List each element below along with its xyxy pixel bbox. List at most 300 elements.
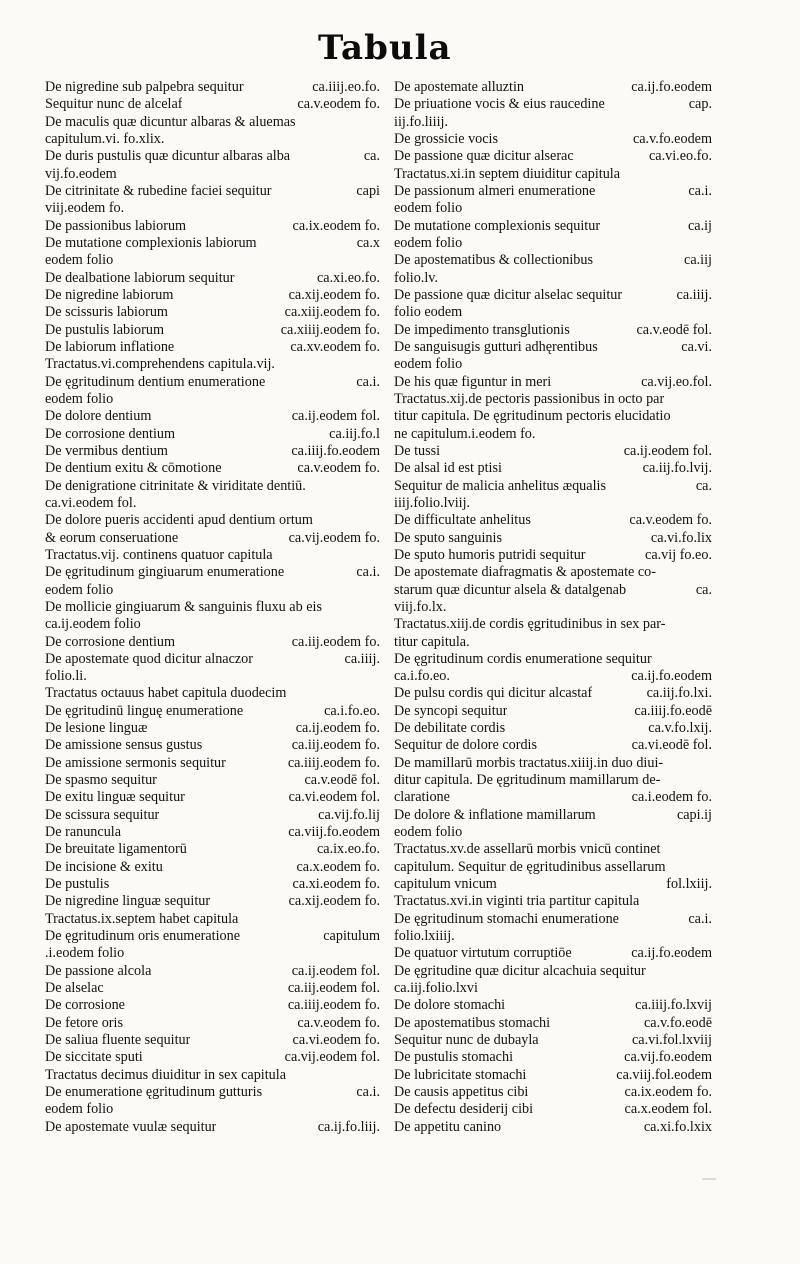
entry-text: Tractatus octauus habet capitula duodecim xyxy=(45,685,287,702)
entry-text: eodem folio xyxy=(45,390,114,407)
entry-text: ca.vi.eodem fol. xyxy=(45,494,137,511)
index-entry xyxy=(45,183,380,200)
index-entry xyxy=(45,616,380,633)
index-entry xyxy=(394,634,712,651)
entry-text: De apostemate diafragmatis & apostemate co- xyxy=(394,564,656,581)
entry-reference: ca.iiij.fo.eodem xyxy=(291,442,380,459)
entry-text: De passionum almeri enumeratione xyxy=(394,182,596,199)
entry-reference: ca.x.eodem fo. xyxy=(296,858,380,875)
index-entry xyxy=(45,79,380,96)
index-entry xyxy=(45,148,380,165)
index-entry xyxy=(45,634,380,651)
entry-text: De lesione linguæ xyxy=(45,720,148,737)
index-entry xyxy=(45,755,380,772)
index-entry xyxy=(45,530,380,547)
entry-reference: ca.ij.fo.liij. xyxy=(317,1118,380,1135)
entry-reference: ca.v.eodem fo. xyxy=(629,512,712,529)
entry-reference: ca.iij.fo.lxi. xyxy=(646,685,712,702)
index-entry xyxy=(45,893,380,910)
index-entry xyxy=(394,841,712,858)
entry-text: De ęgritudinum cordis enumeratione sequitur xyxy=(394,650,652,667)
index-entry xyxy=(394,599,712,616)
entry-text: De mutatione complexionis labiorum xyxy=(45,234,257,251)
entry-reference: ca.ix.eodem fo. xyxy=(292,217,380,234)
index-entry xyxy=(394,1049,712,1066)
index-entry xyxy=(394,720,712,737)
entry-text: De corrosione dentium xyxy=(45,633,176,650)
entry-reference: ca.v.eodē fol. xyxy=(636,321,712,338)
ink-smudge xyxy=(702,1172,716,1180)
entry-text: De apostematibus & collectionibus xyxy=(394,252,593,269)
index-entry xyxy=(394,980,712,997)
entry-reference: ca. xyxy=(695,581,712,598)
entry-text: De his quæ figuntur in meri xyxy=(394,373,552,390)
entry-reference: ca.ij.eodem fol. xyxy=(291,408,380,425)
entry-text: De sanguisugis gutturi adhęrentibus xyxy=(394,338,598,355)
entry-text: De apostemate alluztin xyxy=(394,79,525,95)
entry-reference: capitulum xyxy=(323,928,380,945)
index-entry xyxy=(394,1067,712,1084)
index-entry xyxy=(394,339,712,356)
index-entry xyxy=(45,426,380,443)
entry-reference: ca.xv.eodem fo. xyxy=(290,338,380,355)
entry-text: De dealbatione labiorum sequitur xyxy=(45,269,235,286)
entry-reference: ca.i. xyxy=(688,910,712,927)
entry-reference: ca.v.eodem fo. xyxy=(297,1014,380,1031)
entry-text: De nigredine labiorum xyxy=(45,286,174,303)
entry-text: Tractatus.xv.de assellarū morbis vnicū continet xyxy=(394,841,661,858)
index-entry xyxy=(45,668,380,685)
index-entry xyxy=(394,668,712,685)
entry-text: De ęgritudinum dentium enumeratione xyxy=(45,373,266,390)
entry-text: Sequitur de dolore cordis xyxy=(394,737,538,754)
entry-reference: ca.iij.eodem fol. xyxy=(287,980,380,997)
entry-reference: ca.x xyxy=(356,234,380,251)
entry-text: De alsal id est ptisi xyxy=(394,460,502,477)
index-entry xyxy=(394,859,712,876)
entry-reference: ca.vij.fo.lij xyxy=(318,806,380,823)
index-entry xyxy=(45,841,380,858)
index-entry xyxy=(394,512,712,529)
entry-reference: ca.iiij. xyxy=(344,650,380,667)
entry-text: Tractatus decimus diuiditur in sex capitula xyxy=(45,1066,287,1083)
index-entry xyxy=(394,495,712,512)
index-entry xyxy=(45,339,380,356)
entry-reference: ca.ij xyxy=(687,217,712,234)
entry-text: eodem folio xyxy=(45,581,114,598)
entry-text: De passionibus labiorum xyxy=(45,217,187,234)
entry-reference: ca.v.fo.eodem xyxy=(632,130,712,147)
index-entry xyxy=(45,1015,380,1032)
entry-text: De pulsu cordis qui dicitur alcastaf xyxy=(394,685,593,702)
entry-text: De tussi xyxy=(394,442,441,459)
entry-text: De passione quæ dicitur alserac xyxy=(394,148,574,165)
index-entry xyxy=(45,807,380,824)
entry-text: De passione quæ dicitur alselac sequitur xyxy=(394,286,623,303)
entry-reference: ca.i.eodem fo. xyxy=(631,789,712,806)
index-entry xyxy=(394,893,712,910)
entry-reference: ca.i. xyxy=(356,1084,380,1101)
index-entry xyxy=(394,131,712,148)
entry-reference: ca.v.fo.eodē xyxy=(643,1014,712,1031)
entry-text: De spasmo sequitur xyxy=(45,772,157,789)
entry-reference: ca.iiij.eodem fo. xyxy=(287,997,380,1014)
entry-text: eodem folio xyxy=(394,200,463,217)
entry-text: De ęgritudine quæ dicitur alcachuia sequitur xyxy=(394,962,646,979)
index-entry xyxy=(45,772,380,789)
index-entry xyxy=(394,426,712,443)
index-entry xyxy=(394,737,712,754)
entry-text: De scissuris labiorum xyxy=(45,304,168,321)
index-entry xyxy=(45,582,380,599)
entry-text: Tractatus.xvi.in viginti tria partitur capitula xyxy=(394,893,640,910)
index-entry xyxy=(45,131,380,148)
entry-text: De amissione sensus gustus xyxy=(45,737,203,754)
entry-reference: ca.vi.eodē fol. xyxy=(631,737,712,754)
index-entry xyxy=(45,547,380,564)
index-entry xyxy=(394,685,712,702)
entry-text: De labiorum inflatione xyxy=(45,338,175,355)
entry-reference: ca.vij.eodem fo. xyxy=(288,529,380,546)
entry-reference: ca.ij.fo.eodem xyxy=(631,79,712,95)
entry-text: De fetore oris xyxy=(45,1014,123,1031)
index-entry xyxy=(394,460,712,477)
entry-reference: ca.v.eodē fol. xyxy=(304,772,380,789)
entry-text: .i.eodem folio xyxy=(45,945,125,962)
entry-reference: ca.iij.eodem fo. xyxy=(291,633,380,650)
entry-text: Sequitur de malicia anhelitus æqualis xyxy=(394,477,606,494)
index-entry xyxy=(394,876,712,893)
entry-text: De defectu desiderij cibi xyxy=(394,1101,534,1118)
entry-text: De impedimento transglutionis xyxy=(394,321,570,338)
entry-text: De nigredine sub palpebra sequitur xyxy=(45,79,244,95)
index-entry xyxy=(45,356,380,373)
index-entry xyxy=(394,166,712,183)
index-entry xyxy=(45,287,380,304)
index-entry xyxy=(394,547,712,564)
index-entry xyxy=(394,911,712,928)
entry-text: eodem folio xyxy=(45,1101,114,1118)
entry-reference: ca.i. xyxy=(356,373,380,390)
entry-text: Tractatus.ix.septem habet capitula xyxy=(45,910,239,927)
entry-text: ditur capitula. De ęgritudinum mamillarum de- xyxy=(394,772,661,789)
entry-text: De exitu linguæ sequitur xyxy=(45,789,185,806)
entry-text: capitulum. Sequitur de ęgritudinibus assellarum xyxy=(394,858,666,875)
entry-text: & eorum conseruatione xyxy=(45,529,179,546)
entry-text: titur capitula. De ęgritudinum pectoris elucidatio xyxy=(394,408,671,425)
index-entry xyxy=(394,408,712,425)
entry-text: De appetitu canino xyxy=(394,1118,502,1135)
index-entry xyxy=(45,96,380,113)
entry-reference: ca.vij.eo.fol. xyxy=(641,373,712,390)
index-entry xyxy=(45,564,380,581)
index-entry xyxy=(45,685,380,702)
right-column xyxy=(394,79,712,1136)
entry-reference: ca.iij.fo.lvij. xyxy=(642,460,712,477)
entry-text: De difficultate anhelitus xyxy=(394,512,531,529)
entry-text: De dolore stomachi xyxy=(394,997,506,1014)
entry-text: De lubricitate stomachi xyxy=(394,1066,527,1083)
index-entry xyxy=(45,235,380,252)
index-entry xyxy=(45,443,380,460)
entry-reference: ca.vij.fo.eodem xyxy=(624,1049,712,1066)
entry-text: claratione xyxy=(394,789,450,806)
entry-text: starum quæ dicuntur alsela & datalgenab xyxy=(394,581,627,598)
entry-text: capitulum.vi. fo.xlix. xyxy=(45,130,165,147)
index-entry xyxy=(45,391,380,408)
entry-text: De ranuncula xyxy=(45,824,122,841)
entry-reference: ca.v.eodem fo. xyxy=(297,460,380,477)
index-entry xyxy=(394,703,712,720)
index-entry xyxy=(45,703,380,720)
index-entry xyxy=(45,200,380,217)
entry-reference: ca.iij.fo.l xyxy=(329,425,380,442)
entry-text: De enumeratione ęgritudinum gutturis xyxy=(45,1084,263,1101)
entry-text: De citrinitate & rubedine faciei sequitur xyxy=(45,182,272,199)
entry-reference: capi.ij xyxy=(676,806,712,823)
entry-text: De duris pustulis quæ dicuntur albaras alba xyxy=(45,148,291,165)
index-entry xyxy=(394,928,712,945)
entry-text: De vermibus dentium xyxy=(45,442,168,459)
entry-text: De passione alcola xyxy=(45,962,152,979)
index-entry xyxy=(394,651,712,668)
entry-reference: ca.iiij.eodem fo. xyxy=(287,754,380,771)
entry-text: De mamillarū morbis tractatus.xiiij.in duo diui- xyxy=(394,754,664,771)
entry-text: De amissione sermonis sequitur xyxy=(45,754,226,771)
entry-reference: ca. xyxy=(363,148,380,165)
entry-reference: ca.ix.eodem fo. xyxy=(624,1084,712,1101)
index-entry xyxy=(45,720,380,737)
index-entry xyxy=(394,824,712,841)
index-entry xyxy=(394,963,712,980)
entry-reference: ca.vi.eodem fo. xyxy=(292,1032,380,1049)
index-entry xyxy=(394,582,712,599)
index-entry xyxy=(394,755,712,772)
index-entry xyxy=(394,1119,712,1136)
index-entry xyxy=(394,772,712,789)
index-entry xyxy=(394,304,712,321)
entry-text: Tractatus.vi.comprehendens capitula.vij. xyxy=(45,356,275,373)
index-entry xyxy=(45,599,380,616)
index-entry xyxy=(394,322,712,339)
index-entry xyxy=(45,408,380,425)
entry-text: ne capitulum.i.eodem fo. xyxy=(394,425,536,442)
index-entry xyxy=(394,945,712,962)
index-entry xyxy=(394,287,712,304)
index-entry xyxy=(45,1101,380,1118)
index-entry xyxy=(394,1032,712,1049)
index-entry xyxy=(394,1015,712,1032)
entry-text: vij.fo.eodem xyxy=(45,165,117,182)
index-entry xyxy=(394,270,712,287)
entry-reference: ca.ij.eodem fol. xyxy=(291,962,380,979)
entry-text: De ęgritudinum stomachi enumeratione xyxy=(394,910,619,927)
entry-text: De causis appetitus cibi xyxy=(394,1084,529,1101)
entry-text: iij.fo.liiij. xyxy=(394,113,448,130)
entry-reference: ca.xi.eo.fo. xyxy=(316,269,380,286)
index-entry xyxy=(45,460,380,477)
entry-text: ca.iij.folio.lxvi xyxy=(394,980,478,997)
index-entry xyxy=(45,218,380,235)
entry-text: De apostematibus stomachi xyxy=(394,1014,551,1031)
index-entry xyxy=(45,876,380,893)
entry-text: titur capitula. xyxy=(394,633,470,650)
entry-reference: ca.ij.fo.eodem xyxy=(631,668,712,685)
entry-reference: ca.iiij.eo.fo. xyxy=(312,79,380,95)
entry-text: De priuatione vocis & eius raucedine xyxy=(394,96,605,113)
index-entry xyxy=(394,616,712,633)
entry-text: De denigratione citrinitate & viriditate dentiū. xyxy=(45,477,306,494)
index-entry xyxy=(45,963,380,980)
entry-text: De maculis quæ dicuntur albaras & aluemas xyxy=(45,113,296,130)
entry-text: De quatuor virtutum corruptiōe xyxy=(394,945,572,962)
entry-text: Sequitur nunc de dubayla xyxy=(394,1032,539,1049)
entry-text: iiij.folio.lviij. xyxy=(394,494,471,511)
entry-text: Tractatus.xij.de pectoris passionibus in octo par xyxy=(394,390,665,407)
entry-text: folio eodem xyxy=(394,304,463,321)
entry-text: De sputo humoris putridi sequitur xyxy=(394,546,586,563)
entry-reference: ca.xi.fo.lxix xyxy=(643,1118,712,1135)
index-entry xyxy=(394,478,712,495)
entry-text: eodem folio xyxy=(394,356,463,373)
entry-reference: ca.xiij.eodem fo. xyxy=(284,304,380,321)
index-entry xyxy=(394,374,712,391)
entry-text: De pustulis stomachi xyxy=(394,1049,514,1066)
entry-reference: capi xyxy=(356,182,380,199)
index-entry xyxy=(394,789,712,806)
entry-text: De corrosione xyxy=(45,997,125,1014)
entry-text: De siccitate sputi xyxy=(45,1049,143,1066)
entry-text: De sputo sanguinis xyxy=(394,529,502,546)
entry-text: Tractatus.vij. continens quatuor capitula xyxy=(45,546,273,563)
index-entry xyxy=(45,478,380,495)
entry-text: De alselac xyxy=(45,980,104,997)
entry-reference: ca.xij.eodem fo. xyxy=(288,286,380,303)
index-entry xyxy=(394,564,712,581)
index-entry xyxy=(394,114,712,131)
entry-reference: fol.lxiij. xyxy=(666,876,712,893)
index-entry xyxy=(45,1049,380,1066)
entry-text: folio.li. xyxy=(45,668,87,685)
entry-text: De apostemate vuulæ sequitur xyxy=(45,1118,217,1135)
entry-text: De syncopi sequitur xyxy=(394,702,508,719)
entry-text: De dolore pueris accidenti apud dentium ortum xyxy=(45,512,313,529)
entry-text: De scissura sequitur xyxy=(45,806,160,823)
left-column xyxy=(45,79,380,1136)
entry-text: De mutatione complexionis sequitur xyxy=(394,217,601,234)
entry-reference: ca.vi.fo.lix xyxy=(650,529,712,546)
index-entry xyxy=(45,859,380,876)
index-entry xyxy=(45,997,380,1014)
index-entry xyxy=(394,183,712,200)
entry-reference: ca.i.fo.eo. xyxy=(324,702,380,719)
entry-reference: ca.iiij.fo.lxvij xyxy=(635,997,712,1014)
entry-text: De ęgritudinum gingiuarum enumeratione xyxy=(45,564,285,581)
entry-reference: ca.xij.eodem fo. xyxy=(288,893,380,910)
index-entry xyxy=(45,166,380,183)
entry-reference: ca.ij.fo.eodem xyxy=(631,945,712,962)
index-entry xyxy=(45,270,380,287)
entry-reference: ca.xiiij.eodem fo. xyxy=(280,321,380,338)
index-entry xyxy=(45,495,380,512)
entry-text: De dolore & inflatione mamillarum xyxy=(394,806,596,823)
entry-reference: cap. xyxy=(688,96,712,113)
entry-reference: ca.xi.eodem fo. xyxy=(292,876,380,893)
entry-text: De pustulis labiorum xyxy=(45,321,165,338)
index-entry xyxy=(45,1032,380,1049)
index-entry xyxy=(45,304,380,321)
entry-text: De debilitate cordis xyxy=(394,720,506,737)
entry-text: De corrosione dentium xyxy=(45,425,176,442)
entry-text: eodem folio xyxy=(394,234,463,251)
entry-text: De ęgritudinum oris enumeratione xyxy=(45,928,241,945)
entry-text: ca.i.fo.eo. xyxy=(394,668,450,685)
entry-text: folio.lxiiij. xyxy=(394,928,455,945)
entry-reference: ca.ij.eodem fol. xyxy=(623,442,712,459)
page-title: Tabula xyxy=(318,28,452,68)
entry-reference: ca.viij.fo.eodem xyxy=(288,824,380,841)
index-entry xyxy=(45,651,380,668)
index-entry xyxy=(394,807,712,824)
index-entry xyxy=(394,356,712,373)
entry-reference: ca.iiij. xyxy=(676,286,712,303)
entry-text: Tractatus.xi.in septem diuiditur capitula xyxy=(394,165,621,182)
entry-text: De mollicie gingiuarum & sanguinis fluxu ab eis xyxy=(45,598,323,615)
entry-reference: ca.vij fo.eo. xyxy=(645,546,712,563)
entry-text: De grossicie vocis xyxy=(394,130,499,147)
index-entry xyxy=(394,79,712,96)
index-entry xyxy=(45,911,380,928)
entry-text: De ęgritudinū linguę enumeratione xyxy=(45,702,244,719)
entry-reference: ca.v.eodem fo. xyxy=(297,96,380,113)
entry-text: eodem folio xyxy=(45,252,114,269)
index-entry xyxy=(394,443,712,460)
index-entry xyxy=(45,1119,380,1136)
entry-text: Tractatus.xiij.de cordis ęgritudinibus in sex par- xyxy=(394,616,666,633)
entry-reference: ca.ij.eodem fo. xyxy=(295,720,380,737)
entry-reference: ca.vi.fol.lxviij xyxy=(632,1032,712,1049)
entry-text: viij.fo.lx. xyxy=(394,598,447,615)
index-entry xyxy=(394,200,712,217)
index-entry xyxy=(45,824,380,841)
entry-reference: ca.viij.fol.eodem xyxy=(616,1066,712,1083)
index-entry xyxy=(45,737,380,754)
index-entry xyxy=(45,252,380,269)
index-entry xyxy=(45,980,380,997)
entry-text: De pustulis xyxy=(45,876,110,893)
entry-text: De nigredine linguæ sequitur xyxy=(45,893,211,910)
index-entry xyxy=(394,997,712,1014)
entry-reference: ca.ix.eo.fo. xyxy=(316,841,380,858)
index-entry xyxy=(45,945,380,962)
entry-text: De dentium exitu & cōmotione xyxy=(45,460,222,477)
entry-text: eodem folio xyxy=(394,824,463,841)
entry-text: Sequitur nunc de alcelaf xyxy=(45,96,183,113)
index-entry xyxy=(45,789,380,806)
entry-reference: ca.iij.eodem fo. xyxy=(291,737,380,754)
entry-reference: ca.vi.eo.fo. xyxy=(648,148,712,165)
entry-reference: ca.i. xyxy=(688,182,712,199)
index-entry xyxy=(394,252,712,269)
index-entry xyxy=(45,322,380,339)
index-entry xyxy=(394,391,712,408)
index-entry xyxy=(394,235,712,252)
entry-text: ca.ij.eodem folio xyxy=(45,616,141,633)
entry-reference: ca. xyxy=(695,477,712,494)
entry-text: De saliua fluente sequitur xyxy=(45,1032,191,1049)
entry-reference: ca.i. xyxy=(356,564,380,581)
index-entry xyxy=(394,96,712,113)
